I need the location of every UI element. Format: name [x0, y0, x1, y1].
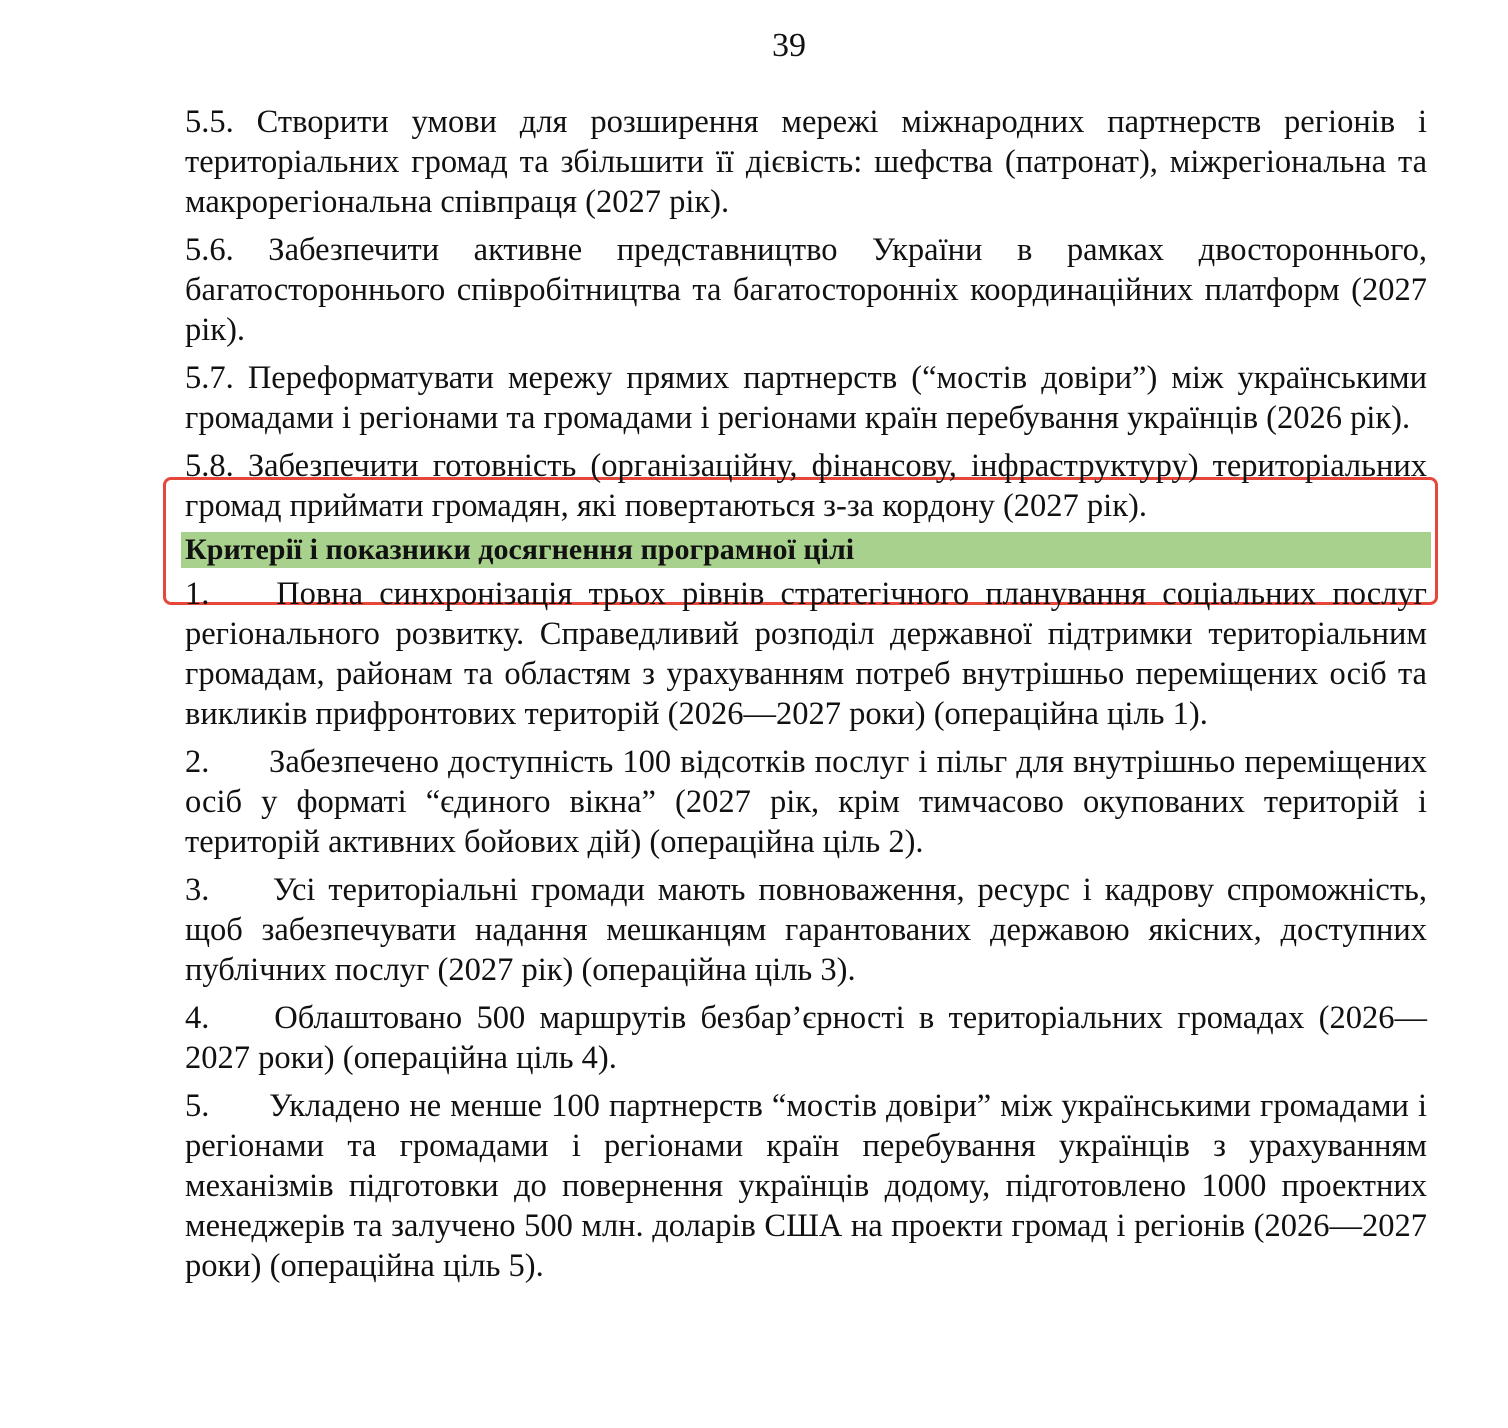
criterion-text: Укладено не менше 100 партнерств “мостів довіри” між українськими громадами і регіонами та громадами і регіонами країн перебування українців з урахуванням механізмів підготовки до повернення українців додому, підготовлено 1000 проектних менеджерів та залучено 500 млн. доларів США на проекти громад і регіонів (2026—2027 роки) (операційна ціль 5).	[185, 1088, 1428, 1284]
criterion-number: 3.	[185, 872, 210, 908]
criterion-text: Забезпечено доступність 100 відсотків послуг і пільг для внутрішньо переміщених осіб у форматі “єдиного вікна” (2027 рік, крім тимчасово окупованих територій і територій активних бойових дій) (операційна ціль 2).	[185, 744, 1427, 860]
goal-number: 5.8.	[185, 448, 234, 484]
section-heading: Критерії і показники досягнення програмної цілі	[181, 532, 1431, 568]
criterion-number: 2.	[185, 744, 210, 780]
criterion-text: Повна синхронізація трьох рівнів стратегічного планування соціальних послуг регіонального розвитку. Справедливий розподіл державної підтримки територіальним громадам, районам та областям з урахуванням потреб внутрішньо переміщених осіб та викликів прифронтових територій (2026—2027 роки) (операційна ціль 1).	[185, 576, 1428, 732]
criterion-text: Усі територіальні громади мають повноваження, ресурс і кадрову спроможність, щоб забезпечувати надання мешканцям гарантованих державою якісних, доступних публічних послуг (2027 рік) (операційна ціль 3).	[185, 872, 1427, 988]
criterion-number: 1.	[185, 576, 210, 612]
criterion-item-2	[185, 742, 1427, 862]
criterion-text: Облаштовано 500 маршрутів безбар’єрності в територіальних громадах (2026—2027 роки) (операційна ціль 4).	[185, 1000, 1427, 1076]
goal-item-5-7	[185, 358, 1427, 438]
criterion-number: 5.	[185, 1088, 210, 1124]
goal-text: Забезпечити готовність (організаційну, фінансову, інфраструктуру) територіальних громад приймати громадян, які повертаються з-за кордону (2027 рік).	[185, 448, 1427, 524]
criterion-item-1	[185, 574, 1427, 734]
goal-item-5-5	[185, 102, 1427, 222]
goal-number: 5.6.	[185, 232, 234, 268]
goal-text: Забезпечити активне представництво України в рамках двостороннього, багатостороннього співробітництва та багатосторонніх координаційних платформ (2027 рік).	[185, 232, 1428, 348]
goal-number: 5.7.	[185, 360, 234, 396]
criterion-item-5	[185, 1086, 1427, 1286]
goal-item-5-6	[185, 230, 1427, 350]
page-number: 39	[772, 27, 806, 64]
goal-text: Створити умови для розширення мережі міжнародних партнерств регіонів і територіальних громад та збільшити її дієвість: шефства (патронат), міжрегіональна та макрорегіональна співпраця (2027 рік).	[185, 104, 1427, 220]
goal-item-5-8	[185, 446, 1427, 526]
document-body	[185, 102, 1427, 1294]
criterion-number: 4.	[185, 1000, 210, 1036]
goal-number: 5.5.	[185, 104, 234, 140]
criterion-item-4	[185, 998, 1427, 1078]
criterion-item-3	[185, 870, 1427, 990]
goal-text: Переформатувати мережу прямих партнерств (“мостів довіри”) між українськими громадами і регіонами та громадами і регіонами країн перебування українців (2026 рік).	[185, 360, 1427, 436]
